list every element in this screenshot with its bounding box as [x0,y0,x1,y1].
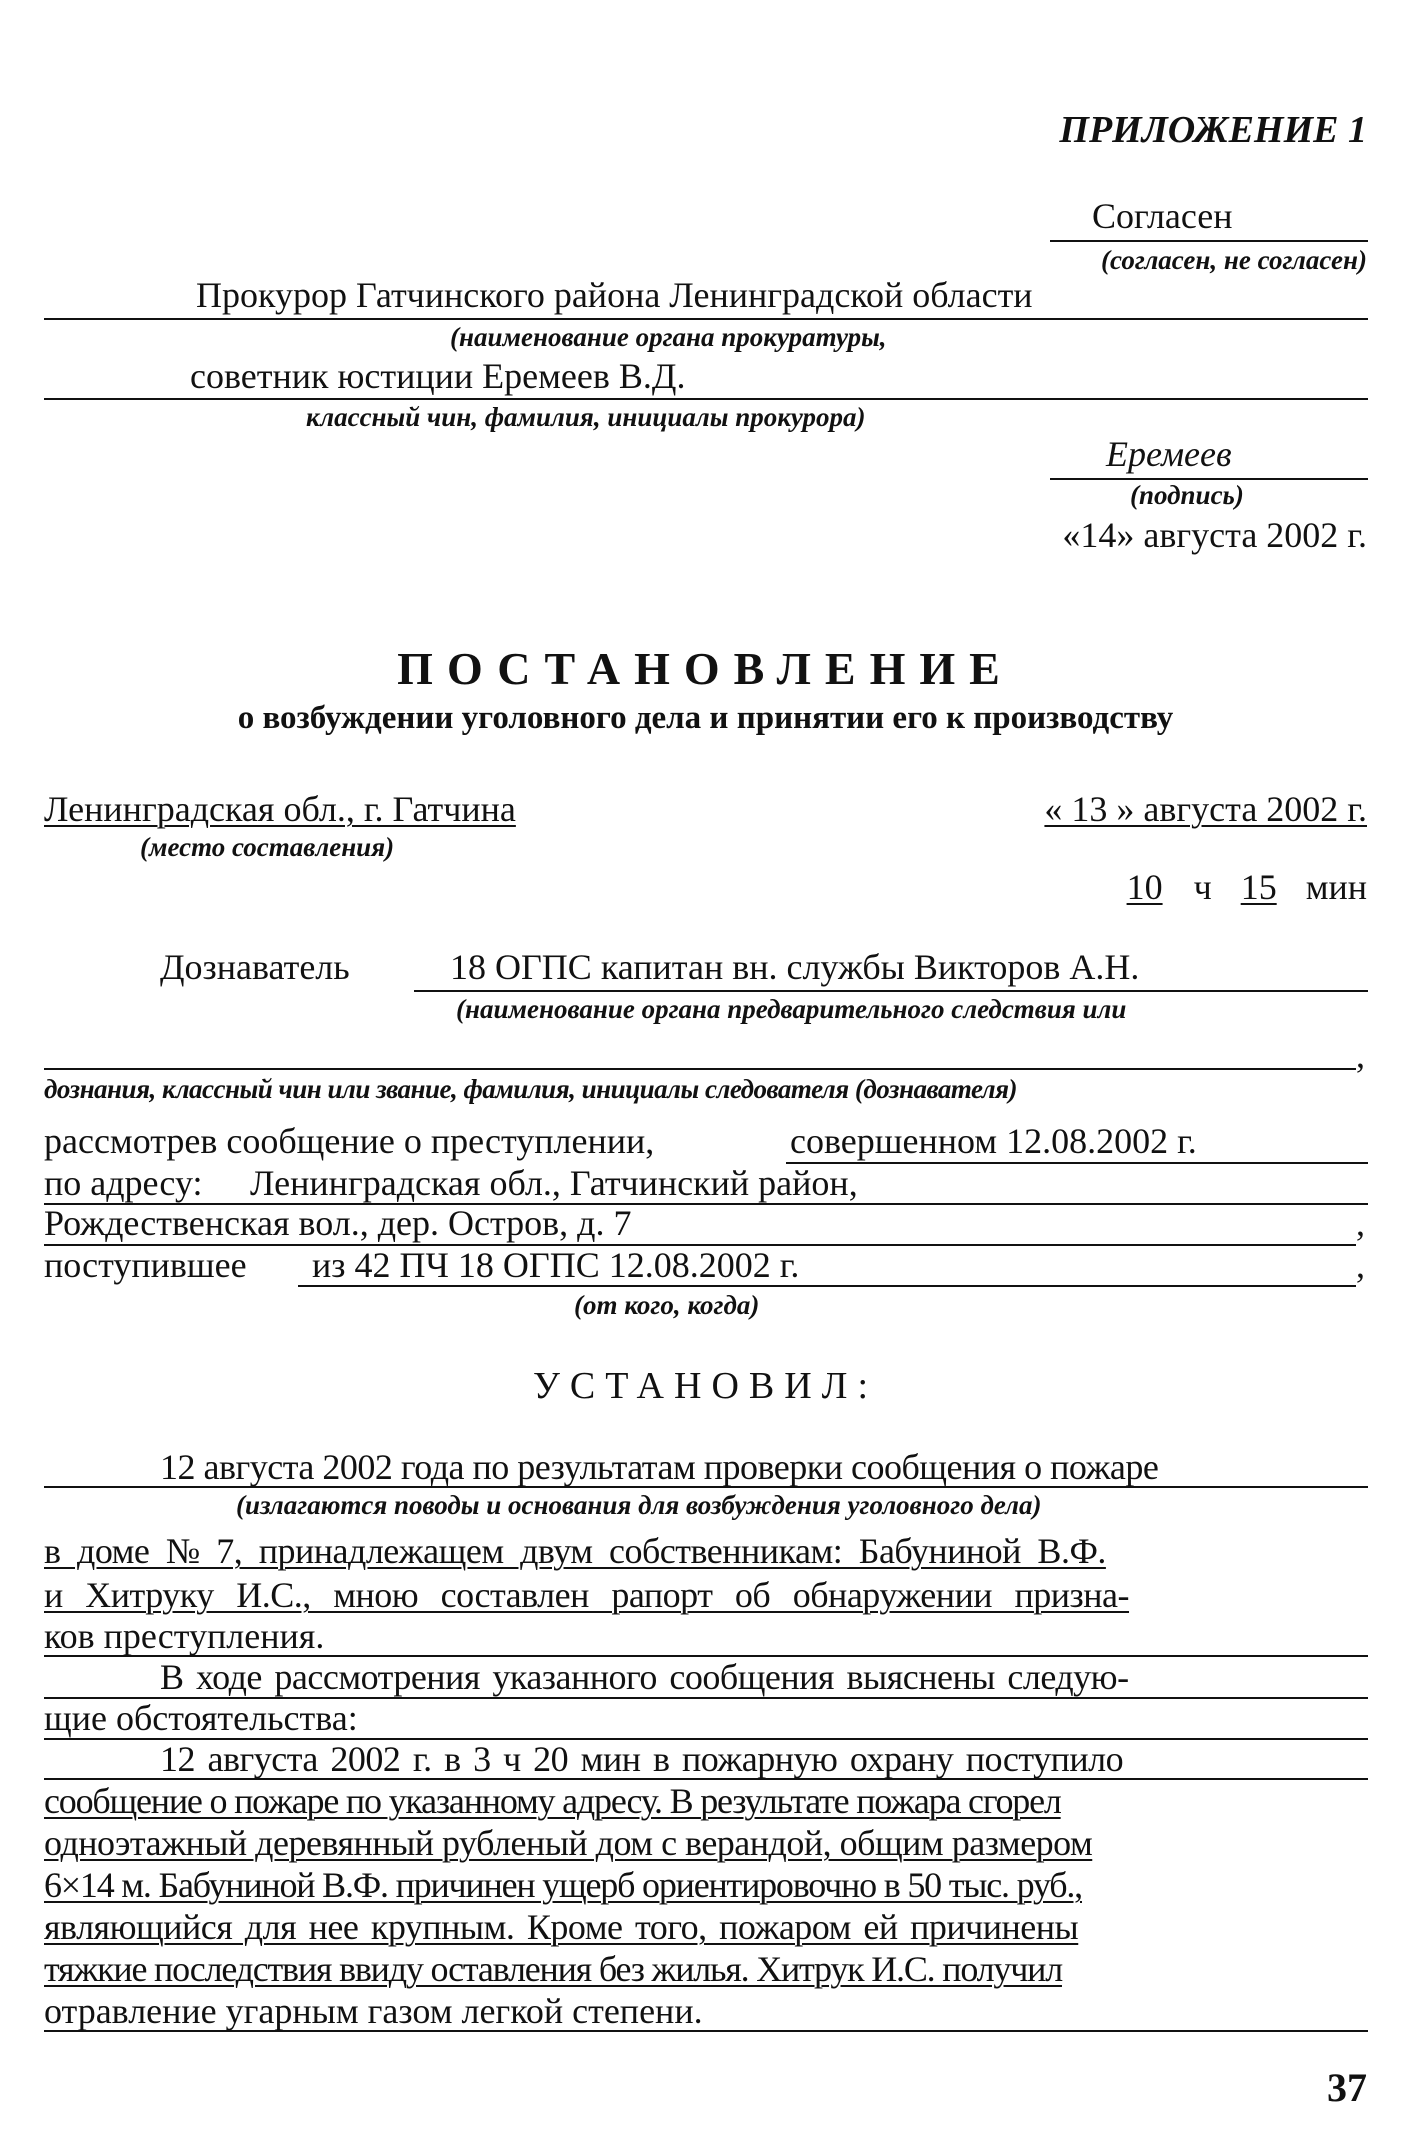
place-hint: (место составления) [140,832,395,862]
body-line-12: тяжкие последствия ввиду оставления без жилья. Хитрук И.С. получил [44,1949,1062,1989]
body-line-1: 12 августа 2002 года по результатам проверки сообщения о пожаре [160,1447,1159,1487]
approval-decision-hint: (согласен, не согласен) [1101,245,1367,275]
approval-date: «14» августа 2002 г. [1062,515,1367,555]
page-number: 37 [1327,2065,1367,2110]
prosecutor-org-underline [44,318,1368,320]
body-line-3: и Хитруку И.С., мною составлен рапорт об обнаружении призна- [44,1575,1130,1615]
time-minutes-label: мин [1305,867,1367,907]
investigator-label: Дознаватель [160,947,350,987]
body-line-6: щие обстоятельства: [44,1698,358,1738]
address-comma: , [1356,1203,1365,1243]
body-line-5: В ходе рассмотрения указанного сообщения выяснены следую- [160,1657,1129,1697]
investigator-hint-1: (наименование органа предварительного следствия или [456,994,1127,1024]
body-line-9: одноэтажный деревянный рубленый дом с верандой, общим размером [44,1823,1093,1863]
appendix-label: ПРИЛОЖЕНИЕ 1 [1059,109,1367,151]
address-value: Ленинградская обл., Гатчинский район, [250,1163,858,1203]
received-value: из 42 ПЧ 18 ОГПС 12.08.2002 г. [312,1245,800,1285]
investigator-line-2 [44,1068,1356,1070]
decision-underline [1050,240,1368,242]
body-line-2: в доме № 7, принадлежащем двум собственникам: Бабуниной В.Ф. [44,1531,1106,1571]
investigator-underline [414,990,1368,992]
time-hours: 10 [1126,867,1163,907]
investigator-hint-2: дознания, классный чин или звание, фамилия, инициалы следователя (дознавателя) [44,1074,1018,1104]
investigator-value: 18 ОГПС капитан вн. службы Викторов А.Н. [450,947,1140,987]
investigator-comma: , [1356,1035,1365,1075]
prosecutor-signature: Еремеев [1106,434,1232,474]
prosecutor-org: Прокурор Гатчинского района Ленинградской области [196,275,1033,315]
drafting-time [1113,866,1367,908]
time-hours-label: ч [1193,867,1212,907]
signature-hint: (подпись) [1130,480,1244,510]
established-title: УСТАНОВИЛ: [532,1365,878,1407]
received-label: поступившее [44,1245,247,1285]
prosecutor-name-hint: классный чин, фамилия, инициалы прокурора) [306,402,866,432]
considered-value: совершенном 12.08.2002 г. [790,1121,1197,1161]
body-line-8: сообщение о пожаре по указанному адресу. В результате пожара сгорел [44,1781,1061,1821]
body-line-10: 6×14 м. Бабуниной В.Ф. причинен ущерб ориентировочно в 50 тыс. руб., [44,1865,1082,1905]
prosecutor-name-underline [44,398,1368,400]
received-comma: , [1356,1245,1365,1285]
document-title: ПОСТАНОВЛЕНИЕ [397,643,1014,694]
considered-underline [786,1162,1368,1164]
body-line-7: 12 августа 2002 г. в 3 ч 20 мин в пожарную охрану поступило [160,1739,1124,1779]
prosecutor-name: советник юстиции Еремеев В.Д. [190,356,686,396]
body-line-11: являющийся для нее крупным. Кроме того, пожаром ей причинены [44,1907,1079,1947]
received-hint: (от кого, когда) [574,1290,760,1320]
considered-label: рассмотрев сообщение о преступлении, [44,1121,655,1161]
address-label: по адресу: [44,1163,203,1203]
prosecutor-org-hint: (наименование органа прокуратуры, [450,322,887,352]
drafting-date: « 13 » августа 2002 г. [1044,789,1367,829]
document-subtitle: о возбуждении уголовного дела и принятии его к производству [237,700,1174,736]
address-line2: Рождественская вол., дер. Остров, д. 7 [44,1203,632,1243]
body-line-4: ков преступления. [44,1616,325,1656]
approval-decision: Согласен [1092,196,1233,236]
time-minutes: 15 [1240,867,1277,907]
body-line-13: отравление угарным газом легкой степени. [44,1991,703,2031]
body-hint: (излагаются поводы и основания для возбуждения уголовного дела) [236,1490,1042,1520]
place-of-drafting: Ленинградская обл., г. Гатчина [44,789,516,829]
